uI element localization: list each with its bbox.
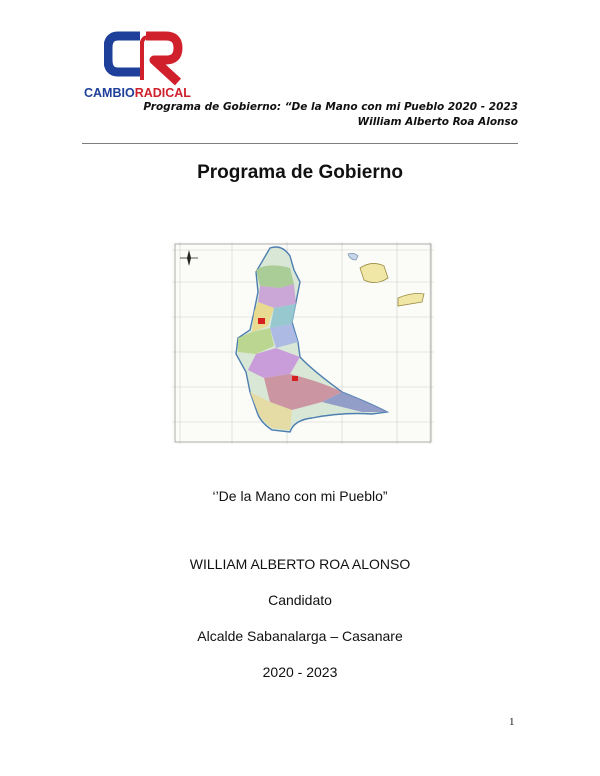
candidate-role: Candidato	[268, 592, 332, 608]
document-header	[143, 100, 518, 130]
slogan: ‘’De la Mano con mi Pueblo”	[212, 488, 388, 504]
party-logo-text: CAMBIORADICAL	[84, 86, 191, 100]
north-arrow-icon	[180, 250, 198, 266]
header-divider	[82, 143, 518, 144]
page-title: Programa de Gobierno	[197, 162, 403, 183]
party-logo-mark	[104, 30, 184, 86]
town-marker	[258, 318, 265, 324]
candidate-name: WILLIAM ALBERTO ROA ALONSO	[189, 556, 411, 572]
municipality-map	[172, 242, 434, 444]
party-logo	[84, 30, 204, 102]
period: 2020 - 2023	[262, 664, 338, 680]
header-program-line: Programa de Gobierno: “De la Mano con mi Pueblo 2020 - 2023	[143, 101, 518, 113]
town-marker	[292, 376, 298, 381]
header-candidate-line: William Alberto Roa Alonso	[357, 116, 518, 128]
page-number: 1	[509, 716, 515, 728]
candidate-office: Alcalde Sabanalarga – Casanare	[197, 628, 403, 644]
